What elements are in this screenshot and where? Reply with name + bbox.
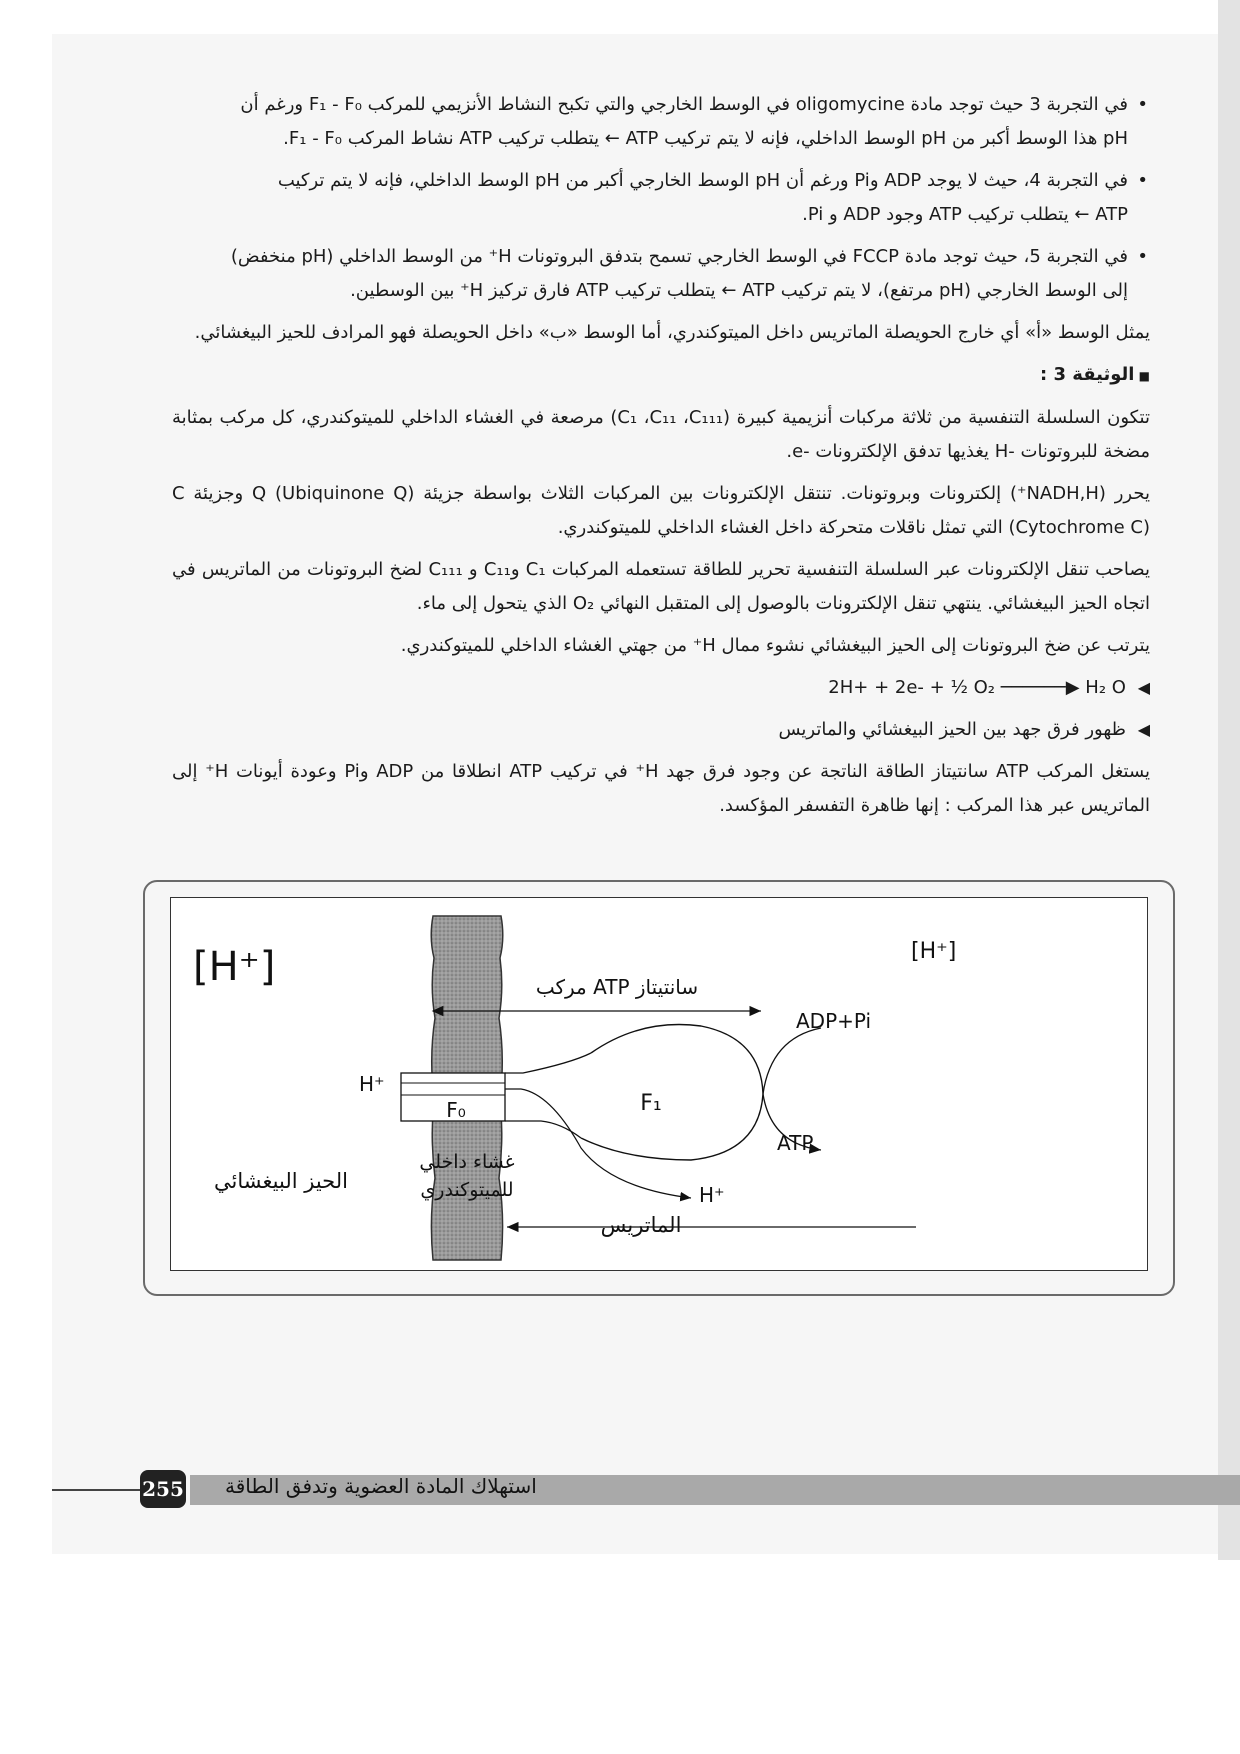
h-plus-out-label: H⁺ <box>699 1183 725 1207</box>
paragraph-electron-transport: يصاحب تنقل الإلكترونات عبر السلسلة التنفسية تحرير للطاقة تستعمله المركبات C₁ وC₁₁ و C₁₁₁ لضخ البروتونات من الماتريس في اتجاه الحيز البيغشائي. ينتهي تنقل الإلكترونات بالوصول إلى المتقبل النهائي O₂ الذي يتحول إلى ماء. <box>172 559 1150 614</box>
bullet-experiment-5 <box>172 240 1150 308</box>
water-equation <box>172 671 1150 705</box>
f0-stalk <box>505 1053 591 1073</box>
bullet-3-line-2: pH هذا الوسط أكبر من pH الوسط الداخلي، فإنه لا يتم تركيب ATP ← يتطلب تركيب ATP نشاط المركب F₁ - F₀. <box>283 128 1128 149</box>
h-concentration-left: [H⁺] <box>193 944 276 990</box>
bullet-experiment-4 <box>172 164 1150 232</box>
matrix-label: الماتريس <box>600 1213 682 1237</box>
h-plus-in-label: H⁺ <box>359 1072 385 1096</box>
atp-synthase-figure <box>170 897 1148 1271</box>
paragraph-proton-gradient: يترتب عن ضخ البروتونات إلى الحيز البيغشائي نشوء ممال H⁺ من جهتي الغشاء الداخلي للميتوكندري. <box>400 635 1150 656</box>
footer-rule <box>52 1489 142 1491</box>
page-number: 255 <box>140 1470 186 1508</box>
atp-synthase-diagram <box>171 898 1147 1270</box>
page-edge-shadow <box>1218 0 1240 1560</box>
potential-line <box>172 713 1150 747</box>
document-3-heading: ■ الوثيقة 3 : <box>172 358 1150 393</box>
bullet-3-line-1: في التجربة 3 حيث توجد مادة oligomycine في الوسط الخارجي والتي تكبح النشاط الأنزيمي للمركب F₁ - F₀ ورغم أن <box>240 94 1128 115</box>
atp-synthase-label: مركب ATP سانتيتاز <box>535 975 699 999</box>
result-arrow-icon: ◀ <box>1137 678 1150 697</box>
paragraph-respiratory-chain: تتكون السلسلة التنفسية من ثلاثة مركبات أنزيمية كبيرة (C₁ ،C₁₁ ،C₁₁₁) مرصعة في الغشاء الداخلي للميتوكندري، كل مركب بمثابة مضخة للبروتونات -H يغذيها تدفق الإلكترونات -e. <box>172 407 1150 462</box>
membrane-label-line-2: للميتوكندري <box>420 1179 514 1201</box>
f1-label: F₁ <box>640 1091 662 1116</box>
atp-label: ATP <box>777 1131 814 1155</box>
f0-label: F₀ <box>446 1098 466 1122</box>
intermembrane-space-label: الحيز البيغشائي <box>214 1169 348 1193</box>
result-arrow-icon: ◀ <box>1137 720 1150 739</box>
bullet-5-line-2: إلى الوسط الخارجي (pH مرتفع)، لا يتم تركيب ATP ← يتطلب تركيب ATP فارق تركيز H⁺ بين الوسطين. <box>350 280 1128 301</box>
adp-pi-label: ADP+Pi <box>796 1009 872 1033</box>
membrane-label-line-1: غشاء داخلي <box>419 1151 515 1173</box>
paragraph-media: يمثل الوسط «أ» أي خارج الحويصلة الماتريس داخل الميتوكندري، أما الوسط «ب» داخل الحويصلة فهو المرادف للحيز البيغشائي. <box>194 322 1150 343</box>
equation-text: 2H+ + 2e- + ½ O₂ ──────▶ H₂ O <box>828 677 1126 698</box>
h-concentration-right: [H⁺] <box>911 939 957 964</box>
paragraph-oxidative-phosphorylation: يستغل المركب ATP سانتيتاز الطاقة الناتجة عن وجود فرق جهد H⁺ في تركيب ATP انطلاقا من ADP وPi وعودة أيونات H⁺ إلى الماتريس عبر هذا المركب : إنها ظاهرة التفسفر المؤكسد. <box>172 761 1151 816</box>
body-text <box>172 88 1150 831</box>
bullet-4-line-1: في التجربة 4، حيث لا يوجد ADP وPi ورغم أن pH الوسط الخارجي أكبر من pH الوسط الداخلي، فإنه لا يتم تركيب <box>277 170 1128 191</box>
bullet-5-line-1: في التجربة 5، حيث توجد مادة FCCP في الوسط الخارجي تسمح بتدفق البروتونات H⁺ من الوسط الداخلي (pH منخفض) <box>230 246 1128 267</box>
potential-text: ظهور فرق جهد بين الحيز البيغشائي والماتريس <box>778 719 1126 740</box>
paragraph-nadh: يحرر (NADH,H⁺) إلكترونات وبروتونات. تنتقل الإلكترونات بين المركبات الثلاث بواسطة جزيئة Q (Ubiquinone Q) وجزيئة C (Cytochrome C) التي تمثل ناقلات متحركة داخل الغشاء الداخلي للميتوكندري. <box>172 483 1150 538</box>
bullet-experiment-3 <box>172 88 1150 156</box>
bullet-4-line-2: ATP ← يتطلب تركيب ATP وجود ADP و Pi. <box>802 204 1128 225</box>
f1-head <box>581 1025 763 1160</box>
footer-chapter-title: استهلاك المادة العضوية وتدفق الطاقة <box>225 1474 537 1498</box>
